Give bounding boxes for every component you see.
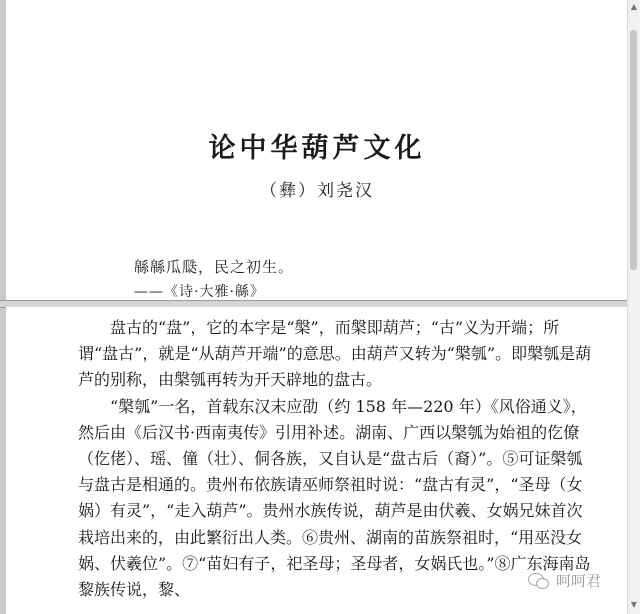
watermark-text: 呵呵君 <box>556 572 602 590</box>
epigraph-quote: 緜緜瓜瓞，民之初生。 <box>134 258 295 276</box>
scroll-up-arrow-icon[interactable]: ▲ <box>630 2 638 11</box>
epigraph-source: ——《诗·大雅·緜》 <box>134 284 265 300</box>
article-author: （彝）刘尧汉 <box>260 181 374 201</box>
paragraph-2: “槃瓠”一名，首载东汉末应劭（约 158 年—220 年）《风俗通义》，然后由《后汉书·西南夷传》引用补述。湖南、广西以槃瓠为始祖的仡僚（仡佬）、瑶、僮（壮）、侗各族，又自认是“盘古后（裔）”。⑤可证槃瓠与盘古是相通的。贵州布依族请巫师祭祖时说：“盘古有灵”，“圣母（女娲）有灵”，“走入葫芦”。贵州水族传说，葫芦是由伏羲、女娲兄妹首次栽培出来的，由此繁衍出人类。⑥贵州、湖南的苗族祭祖时，“用巫没女娲、伏羲位”。⑦“苗妇有子，祀圣母；圣母者，女娲氏也。”⑧广东海南岛黎族传说，黎、 <box>78 396 591 600</box>
vertical-scrollbar[interactable] <box>627 0 640 614</box>
paragraph-1: 盘古的“盘”，它的本字是“槃”，而槃即葫芦；“古”义为开端；所谓“盘古”，就是“从葫芦开端”的意思。由葫芦又转为“槃瓠”。即槃瓠是葫芦的别称，由槃瓠再转为开天辟地的盘古。 <box>78 318 592 390</box>
scroll-thumb[interactable] <box>630 30 637 270</box>
document-page-2 <box>6 307 628 614</box>
body-text <box>78 315 598 603</box>
watermark <box>528 570 601 591</box>
scroll-down-arrow-icon[interactable]: ▼ <box>630 600 638 609</box>
wechat-icon <box>528 572 550 590</box>
article-title: 论中华葫芦文化 <box>208 133 426 164</box>
document-page-1 <box>6 0 628 300</box>
